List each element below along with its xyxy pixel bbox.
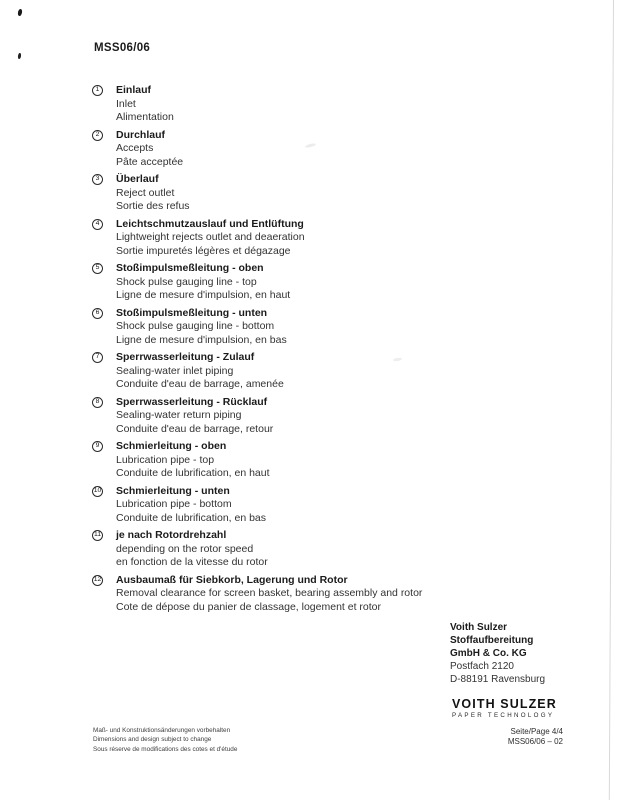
legend-item-5 xyxy=(92,262,492,303)
item-french-label: Ligne de mesure d'impulsion, en bas xyxy=(116,333,287,346)
document-number: MSS06/06 – 02 xyxy=(507,737,563,746)
item-english-label: Inlet xyxy=(116,97,136,110)
item-number: 9 xyxy=(95,442,100,450)
legend-item-8 xyxy=(92,396,492,437)
item-german-label: Einlauf xyxy=(116,84,152,96)
item-english-label: Accepts xyxy=(116,142,154,154)
item-german-label: Sperrwasserleitung - Zulauf xyxy=(116,351,255,363)
scan-edge-line xyxy=(609,0,614,800)
item-number-badge xyxy=(92,397,103,408)
item-german-label: Schmierleitung - oben xyxy=(116,440,227,452)
item-english-label: Sealing-water inlet piping xyxy=(116,364,234,377)
logo-tagline: PAPER TECHNOLOGY xyxy=(452,712,555,719)
document-title: MSS06/06 xyxy=(94,42,151,54)
item-english-label: Reject outlet xyxy=(116,186,175,199)
item-german-label: Sperrwasserleitung - Rücklauf xyxy=(116,395,268,408)
item-text xyxy=(116,440,270,481)
item-german-label: Stoßimpulsmeßleitung - oben xyxy=(116,262,264,274)
legend-item-9 xyxy=(92,440,492,481)
item-german-label: Stoßimpulsmeßleitung - unten xyxy=(116,306,268,319)
company-division-line: Stoffaufbereitung xyxy=(450,635,534,646)
item-french-label: en fonction de la vitesse du rotor xyxy=(116,556,268,568)
company-city-line: D-88191 Ravensburg xyxy=(450,674,546,685)
company-address-block xyxy=(450,621,545,686)
item-text xyxy=(116,529,268,570)
item-french-label: Alimentation xyxy=(116,111,174,123)
voith-sulzer-logo xyxy=(452,697,557,719)
item-number: 12 xyxy=(93,575,102,583)
item-english-label: Removal clearance for screen basket, bearing assembly and rotor xyxy=(116,587,423,599)
item-number-badge xyxy=(92,308,103,319)
item-number-badge xyxy=(92,575,103,586)
legend-item-12 xyxy=(92,574,492,615)
item-number-badge xyxy=(92,486,103,497)
item-number-badge xyxy=(92,352,103,363)
item-number: 3 xyxy=(95,175,100,183)
item-number: 5 xyxy=(95,264,100,272)
legend-item-7 xyxy=(92,351,492,392)
item-text xyxy=(116,574,422,615)
item-english-label: Lubrication pipe - bottom xyxy=(116,498,232,510)
item-french-label: Conduite de lubrification, en haut xyxy=(116,467,270,479)
item-number-badge xyxy=(92,530,103,541)
item-number: 6 xyxy=(95,308,100,316)
item-number-badge xyxy=(92,130,103,141)
legend-list xyxy=(92,84,492,618)
item-german-label: Überlauf xyxy=(116,173,159,185)
item-french-label: Ligne de mesure d'impulsion, en haut xyxy=(116,289,291,301)
item-german-label: Leichtschmutzauslauf und Entlüftung xyxy=(116,217,304,230)
item-english-label: Lightweight rejects outlet and deaeration xyxy=(116,231,305,243)
item-text xyxy=(116,262,290,303)
item-text xyxy=(116,84,174,125)
item-german-label: Durchlauf xyxy=(116,128,166,141)
company-postbox-line: Postfach 2120 xyxy=(450,661,514,672)
item-french-label: Conduite d'eau de barrage, retour xyxy=(116,422,274,435)
page-info-block xyxy=(400,727,563,747)
change-notice-french: Sous réserve de modifications des cotes et d'étude xyxy=(93,745,238,753)
item-french-label: Cote de dépose du panier de classage, logement et rotor xyxy=(116,600,382,613)
item-number-badge xyxy=(92,219,103,230)
legend-item-6 xyxy=(92,307,492,348)
item-number: 2 xyxy=(95,130,100,138)
item-text xyxy=(116,351,284,392)
item-number: 1 xyxy=(95,86,100,94)
item-text xyxy=(116,307,287,348)
change-notice-english: Dimensions and design subject to change xyxy=(93,736,212,744)
item-french-label: Sortie des refus xyxy=(116,200,190,212)
change-notice xyxy=(93,726,237,754)
item-number-badge xyxy=(92,174,103,185)
item-english-label: Shock pulse gauging line - bottom xyxy=(116,320,275,332)
company-legal-line: GmbH & Co. KG xyxy=(450,648,527,659)
item-english-label: Shock pulse gauging line - top xyxy=(116,275,257,288)
legend-item-1 xyxy=(92,84,492,125)
scan-speck-artifact xyxy=(17,9,22,17)
company-name-line: Voith Sulzer xyxy=(450,622,508,633)
item-text xyxy=(116,173,190,214)
item-english-label: Sealing-water return piping xyxy=(116,409,242,421)
item-number: 4 xyxy=(95,219,100,227)
item-number: 11 xyxy=(93,531,102,539)
item-french-label: Pâte acceptée xyxy=(116,155,184,168)
item-german-label: Schmierleitung - unten xyxy=(116,484,230,497)
logo-wordmark: VOITH SULZER xyxy=(452,697,557,711)
scan-speck-artifact xyxy=(18,53,22,59)
legend-item-4 xyxy=(92,218,492,259)
item-text xyxy=(116,129,183,170)
item-number: 8 xyxy=(95,397,100,405)
item-number: 10 xyxy=(93,486,102,494)
item-text xyxy=(116,485,266,526)
change-notice-german: Maß- und Konstruktionsänderungen vorbehalten xyxy=(93,727,231,734)
item-german-label: Ausbaumaß für Siebkorb, Lagerung und Rotor xyxy=(116,573,348,586)
legend-item-10 xyxy=(92,485,492,526)
item-number: 7 xyxy=(95,353,100,361)
item-text xyxy=(116,218,305,259)
item-text xyxy=(116,396,273,437)
item-number-badge xyxy=(92,85,103,96)
item-french-label: Sortie impuretés légères et dégazage xyxy=(116,244,291,257)
legend-item-11 xyxy=(92,529,492,570)
item-english-label: Lubrication pipe - top xyxy=(116,453,215,466)
item-german-label: je nach Rotordrehzahl xyxy=(116,529,227,541)
legend-item-3 xyxy=(92,173,492,214)
item-number-badge xyxy=(92,441,103,452)
item-english-label: depending on the rotor speed xyxy=(116,542,254,555)
item-french-label: Conduite d'eau de barrage, amenée xyxy=(116,378,284,390)
item-french-label: Conduite de lubrification, en bas xyxy=(116,511,267,524)
item-number-badge xyxy=(92,263,103,274)
page-number: Seite/Page 4/4 xyxy=(510,727,563,736)
legend-item-2 xyxy=(92,129,492,170)
